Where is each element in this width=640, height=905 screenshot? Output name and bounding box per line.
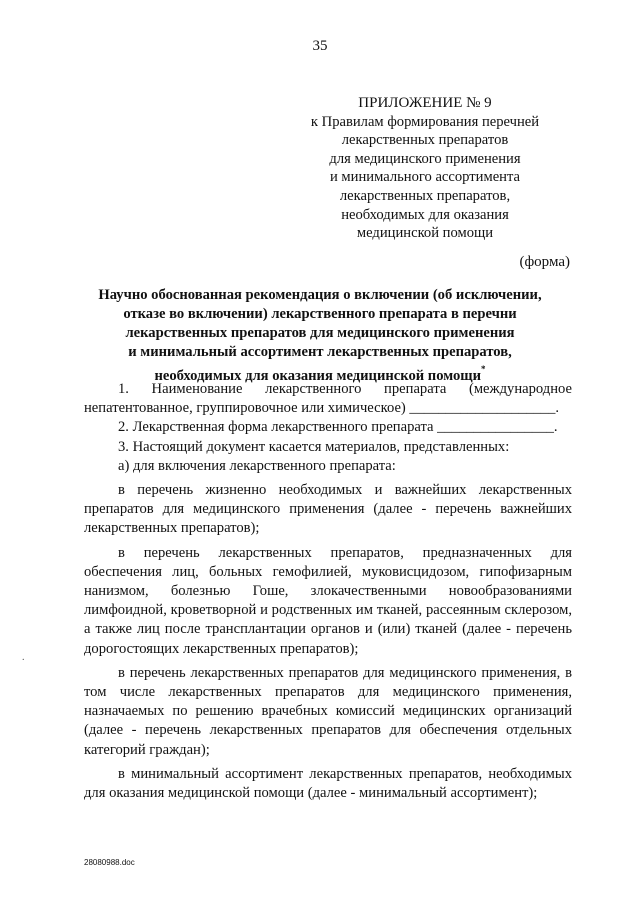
appendix-line: медицинской помощи: [356, 225, 494, 242]
document-body: [84, 380, 572, 803]
paragraph-essential-list: в перечень жизненно необходимых и важнейших лекарственных препаратов для медицинского применения (далее - перечень важнейших лекарственных препаратов);: [84, 482, 572, 537]
form-label: (форма): [519, 254, 570, 270]
paragraph-item-1: 1. Наименование лекарственного препарата (международное непатентованное, группировочное или химическое) ____________________.: [84, 381, 572, 417]
appendix-line: к Правилам формирования перечней: [310, 113, 540, 130]
heading-line: отказе во включении) лекарственного препарата в перечни: [123, 306, 517, 322]
footer-filename: 28080988.doc: [84, 858, 135, 867]
heading-line: Научно обоснованная рекомендация о включении (об исключении,: [98, 287, 542, 303]
appendix-title: ПРИЛОЖЕНИЕ № 9: [358, 95, 492, 111]
paragraph-citizens-list: в перечень лекарственных препаратов для медицинского применения, в том числе лекарственных препаратов для медицинского применения, назначаемых по решению врачебных комиссий медицинских организаций (далее - перечень лекарственных препаратов для обеспечения отдельных категорий граждан);: [84, 664, 572, 758]
appendix-line: для медицинского применения: [329, 150, 521, 167]
heading-line-text: необходимых для оказания медицинской помощи: [154, 367, 482, 384]
paragraph-item-3: 3. Настоящий документ касается материалов, представленных:: [118, 438, 510, 455]
appendix-line: необходимых для оказания: [341, 206, 509, 223]
appendix-line: лекарственных препаратов,: [339, 187, 511, 204]
appendix-block: [300, 94, 550, 243]
paragraph-minimal-assortment: в минимальный ассортимент лекарственных препаратов, необходимых для оказания медицинской помощи (далее - минимальный ассортимент);: [84, 765, 572, 802]
heading-line: лекарственных препаратов для медицинского применения: [125, 325, 515, 341]
paragraph-item-2: 2. Лекарственная форма лекарственного препарата ________________.: [118, 419, 558, 436]
paragraph-subitem-a: а) для включения лекарственного препарата:: [118, 457, 396, 474]
margin-mark: .: [22, 652, 25, 663]
footnote-mark: *: [481, 364, 486, 374]
heading-line: и минимальный ассортимент лекарственных препаратов,: [128, 344, 512, 360]
page-number: 35: [312, 38, 328, 54]
document-heading: [68, 286, 572, 386]
paragraph-expensive-list: в перечень лекарственных препаратов, предназначенных для обеспечения лиц, больных гемофилией, муковисцидозом, гипофизарным нанизмом, болезнью Гоше, злокачественными новообразованиями лимфоидной, кроветворной и родственных им тканей, рассеянным склерозом, а также лиц после трансплантации органов и (или) тканей (далее - перечень дорогостоящих лекарственных препаратов);: [84, 544, 572, 657]
appendix-line: лекарственных препаратов: [341, 132, 509, 149]
appendix-line: и минимального ассортимента: [329, 169, 521, 186]
